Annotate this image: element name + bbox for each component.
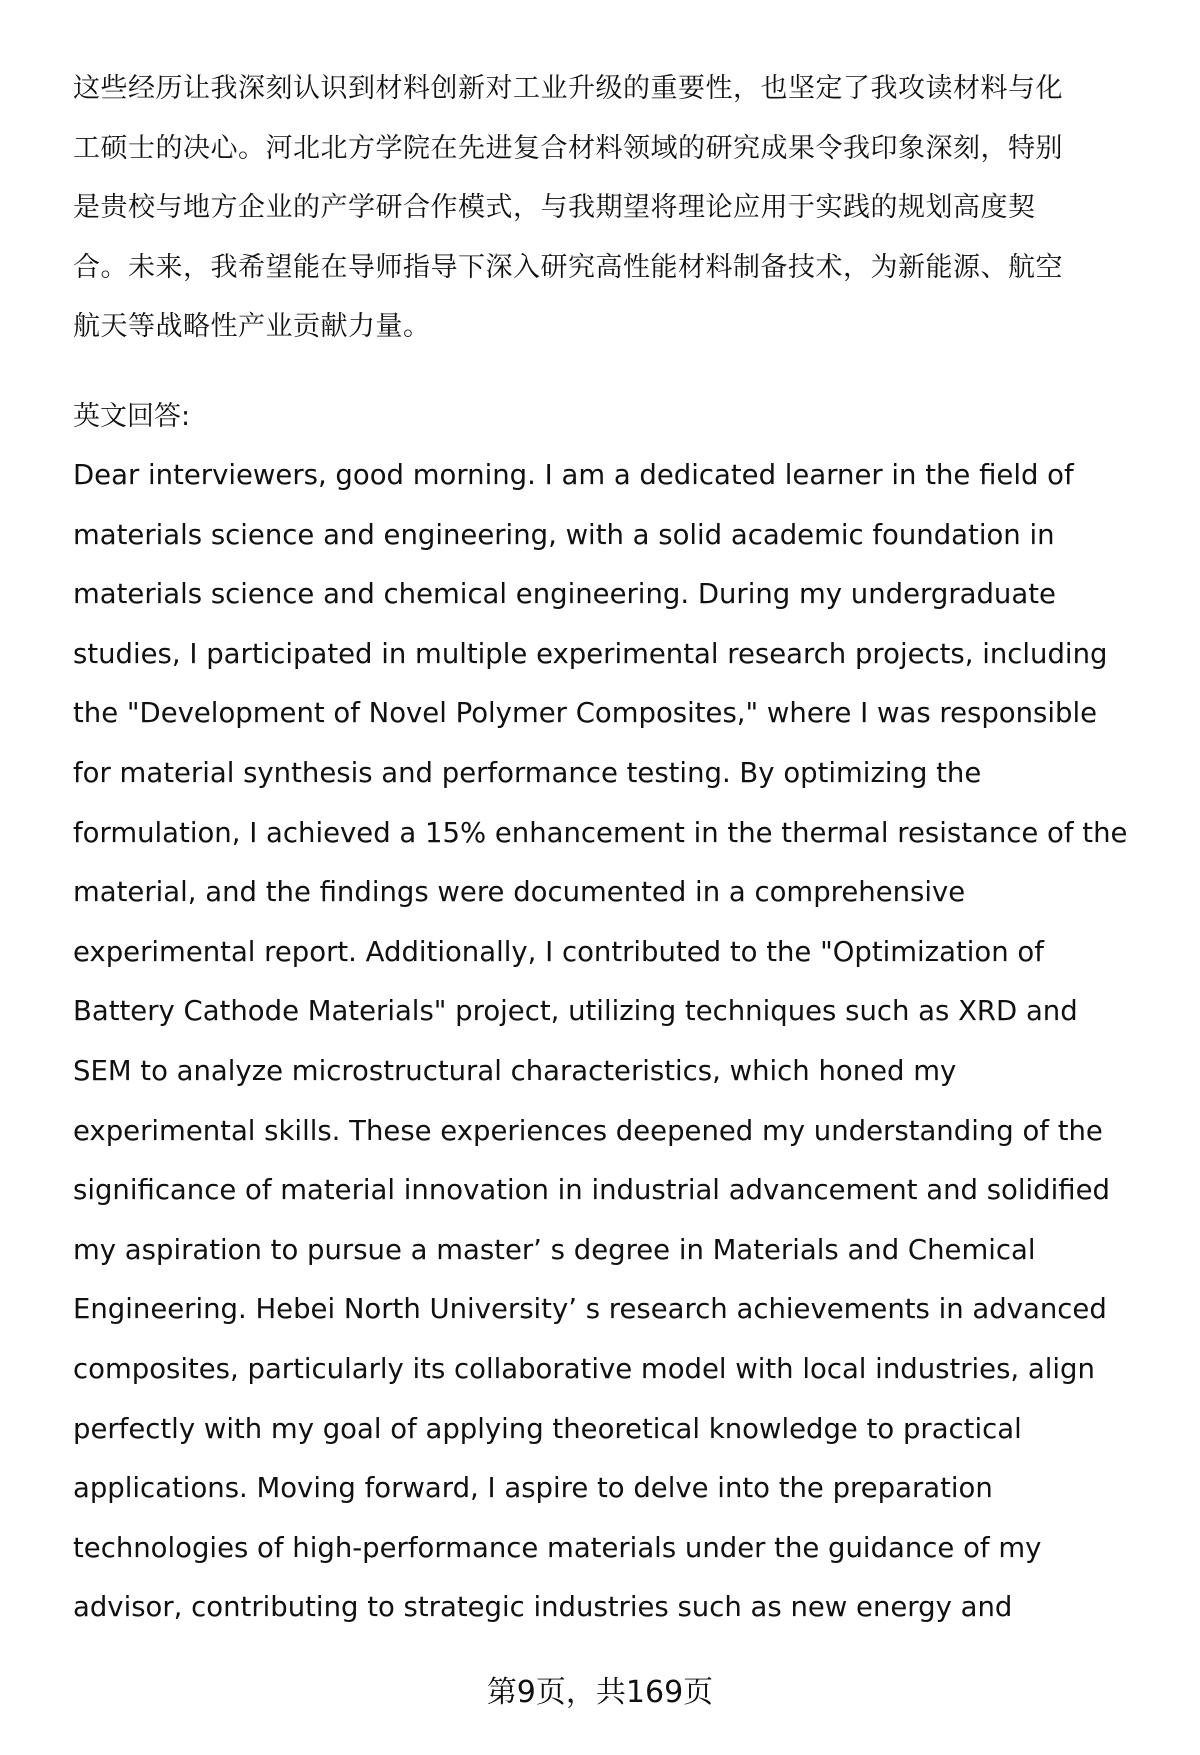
text-line: Dear interviewers, good morning. I am a dedicated learner in the field of	[73, 459, 1074, 491]
text-line: 合。未来，我希望能在导师指导下深入研究高性能材料制备技术，为新能源、航空	[73, 251, 1063, 283]
text-line: significance of material innovation in industrial advancement and solidified	[73, 1174, 1110, 1207]
text-line: 航天等战略性产业贡献力量。	[73, 311, 431, 343]
text-line: advisor, contributing to strategic industries such as new energy and	[73, 1591, 1013, 1624]
text-line: my aspiration to pursue a master’ s degree in Materials and Chemical	[73, 1233, 1036, 1266]
text-line: 是贵校与地方企业的产学研合作模式，与我期望将理论应用于实践的规划高度契	[73, 192, 1036, 224]
text-line: material, and the findings were documented in a comprehensive	[73, 876, 966, 909]
text-line: 工硕士的决心。河北北方学院在先进复合材料领域的研究成果令我印象深刻，特别	[73, 132, 1063, 164]
chinese-paragraph	[73, 59, 1153, 357]
text-line: applications. Moving forward, I aspire to delve into the preparation	[73, 1472, 993, 1505]
text-line: the "Development of Novel Polymer Composites," where I was responsible	[73, 697, 1098, 730]
text-line: experimental report. Additionally, I contributed to the "Optimization of	[73, 935, 1044, 968]
page-footer: 第9页，共169页	[486, 1675, 714, 1710]
english-answer-label: 英文回答:	[73, 401, 191, 432]
text-line: materials science and engineering, with a solid academic foundation in	[73, 518, 1055, 551]
text-line: studies, I participated in multiple experimental research projects, including	[73, 637, 1108, 670]
text-line: Battery Cathode Materials" project, utilizing techniques such as XRD and	[73, 995, 1078, 1028]
text-line: technologies of high-performance materials under the guidance of my	[73, 1531, 1042, 1564]
text-line: formulation, I achieved a 15% enhancement in the thermal resistance of the	[73, 816, 1128, 849]
text-line: experimental skills. These experiences deepened my understanding of the	[73, 1114, 1103, 1147]
text-line: perfectly with my goal of applying theoretical knowledge to practical	[73, 1412, 1022, 1445]
text-line: 这些经历让我深刻认识到材料创新对工业升级的重要性，也坚定了我攻读材料与化	[73, 73, 1063, 104]
text-line: Engineering. Hebei North University’ s research achievements in advanced	[73, 1293, 1107, 1326]
text-line: materials science and chemical engineering. During my undergraduate	[73, 578, 1056, 611]
english-paragraph	[73, 446, 1153, 1638]
text-line: SEM to analyze microstructural characteristics, which honed my	[73, 1054, 957, 1087]
text-line: composites, particularly its collaborative model with local industries, align	[73, 1352, 1095, 1385]
text-line: for material synthesis and performance testing. By optimizing the	[73, 756, 982, 789]
